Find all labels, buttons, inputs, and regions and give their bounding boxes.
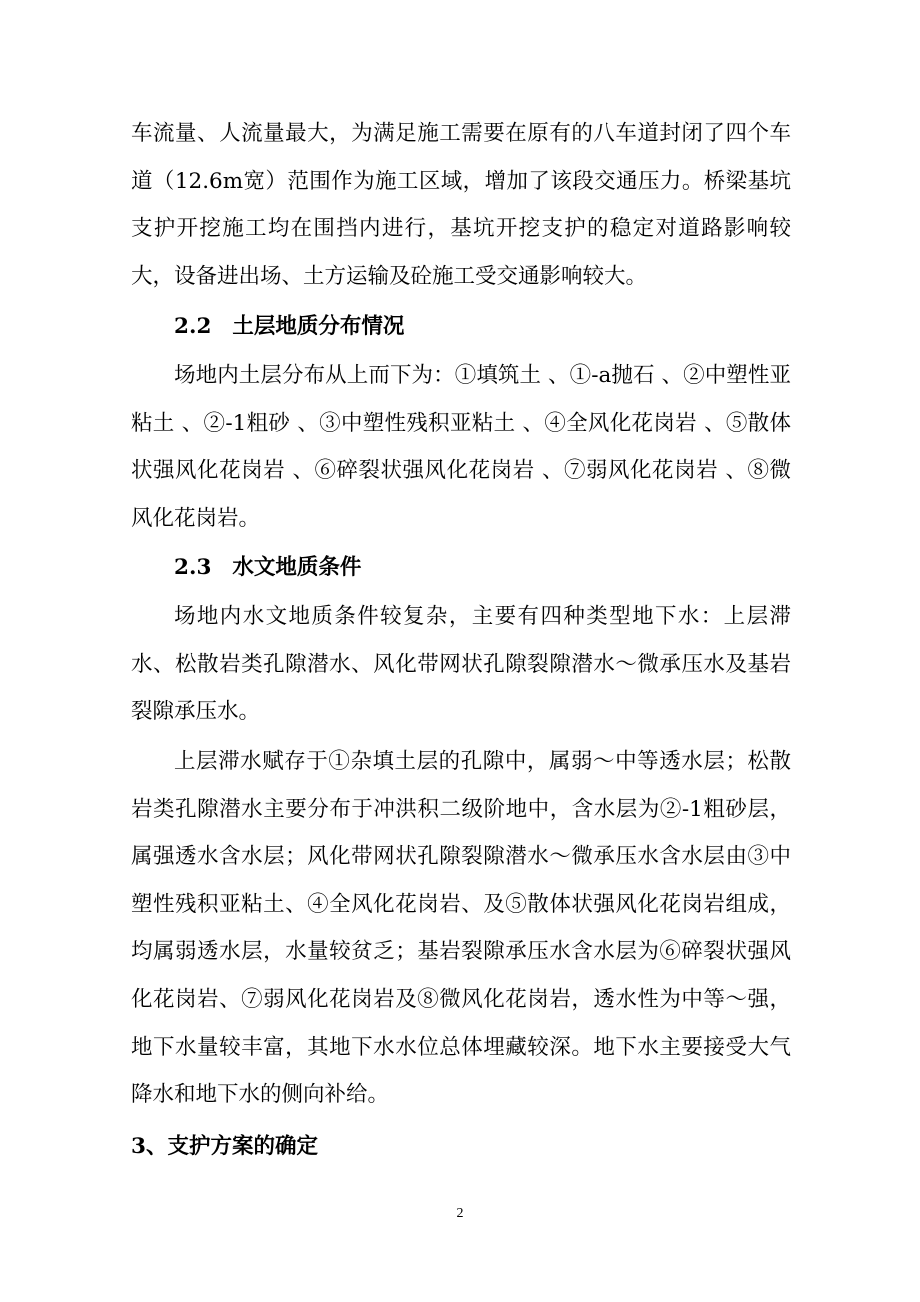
heading-2-3 — [174, 548, 361, 588]
heading-number: 2.3 — [174, 555, 212, 580]
heading-2-2 — [174, 307, 404, 347]
paragraph-groundwater-details: 上层滞水赋存于①杂填土层的孔隙中，属弱～中等透水层；松散岩类孔隙潜水主要分布于冲洪积二级阶地中，含水层为②-1粗砂层，属强透水含水层；风化带网状孔隙裂隙潜水～微承压水含水层由③中塑性残积亚粘土、④全风化花岗岩、及⑤散体状强风化花岗岩组成，均属弱透水层，水量较贫乏；基岩裂隙承压水含水层为⑥碎裂状强风化花岗岩、⑦弱风化花岗岩及⑧微风化花岗岩，透水性为中等～强，地下水量较丰富，其地下水水位总体埋藏较深。地下水主要接受大气降水和地下水的侧向补给。 — [131, 749, 791, 1108]
heading-number: 2.2 — [174, 314, 212, 339]
heading-title: 支护方案的确定 — [167, 1134, 318, 1159]
heading-title: 水文地质条件 — [232, 555, 362, 580]
heading-section-3 — [131, 1127, 318, 1167]
page-number: 2 — [456, 1206, 464, 1221]
paragraph-soil-layers: 场地内土层分布从上而下为：①填筑土 、①-a抛石 、②中塑性亚粘土 、②-1粗砂 、③中塑性残积亚粘土 、④全风化花岗岩 、⑤散体状强风化花岗岩 、⑥碎裂状强风化花岗岩 、⑦弱风化花岗岩 、⑧微风化花岗岩。 — [131, 363, 791, 531]
paragraph-traffic-impact: 车流量、人流量最大，为满足施工需要在原有的八车道封闭了四个车道（12.6m宽）范围作为施工区域，增加了该段交通压力。桥梁基坑支护开挖施工均在围挡内进行，基坑开挖支护的稳定对道路影响较大，设备进出场、土方运输及砼施工受交通影响较大。 — [131, 121, 791, 289]
heading-number: 3、 — [131, 1134, 168, 1159]
paragraph-hydrogeology-overview: 场地内水文地质条件较复杂，主要有四种类型地下水：上层滞水、松散岩类孔隙潜水、风化带网状孔隙裂隙潜水～微承压水及基岩裂隙承压水。 — [131, 604, 791, 725]
heading-title: 土层地质分布情况 — [232, 314, 405, 339]
